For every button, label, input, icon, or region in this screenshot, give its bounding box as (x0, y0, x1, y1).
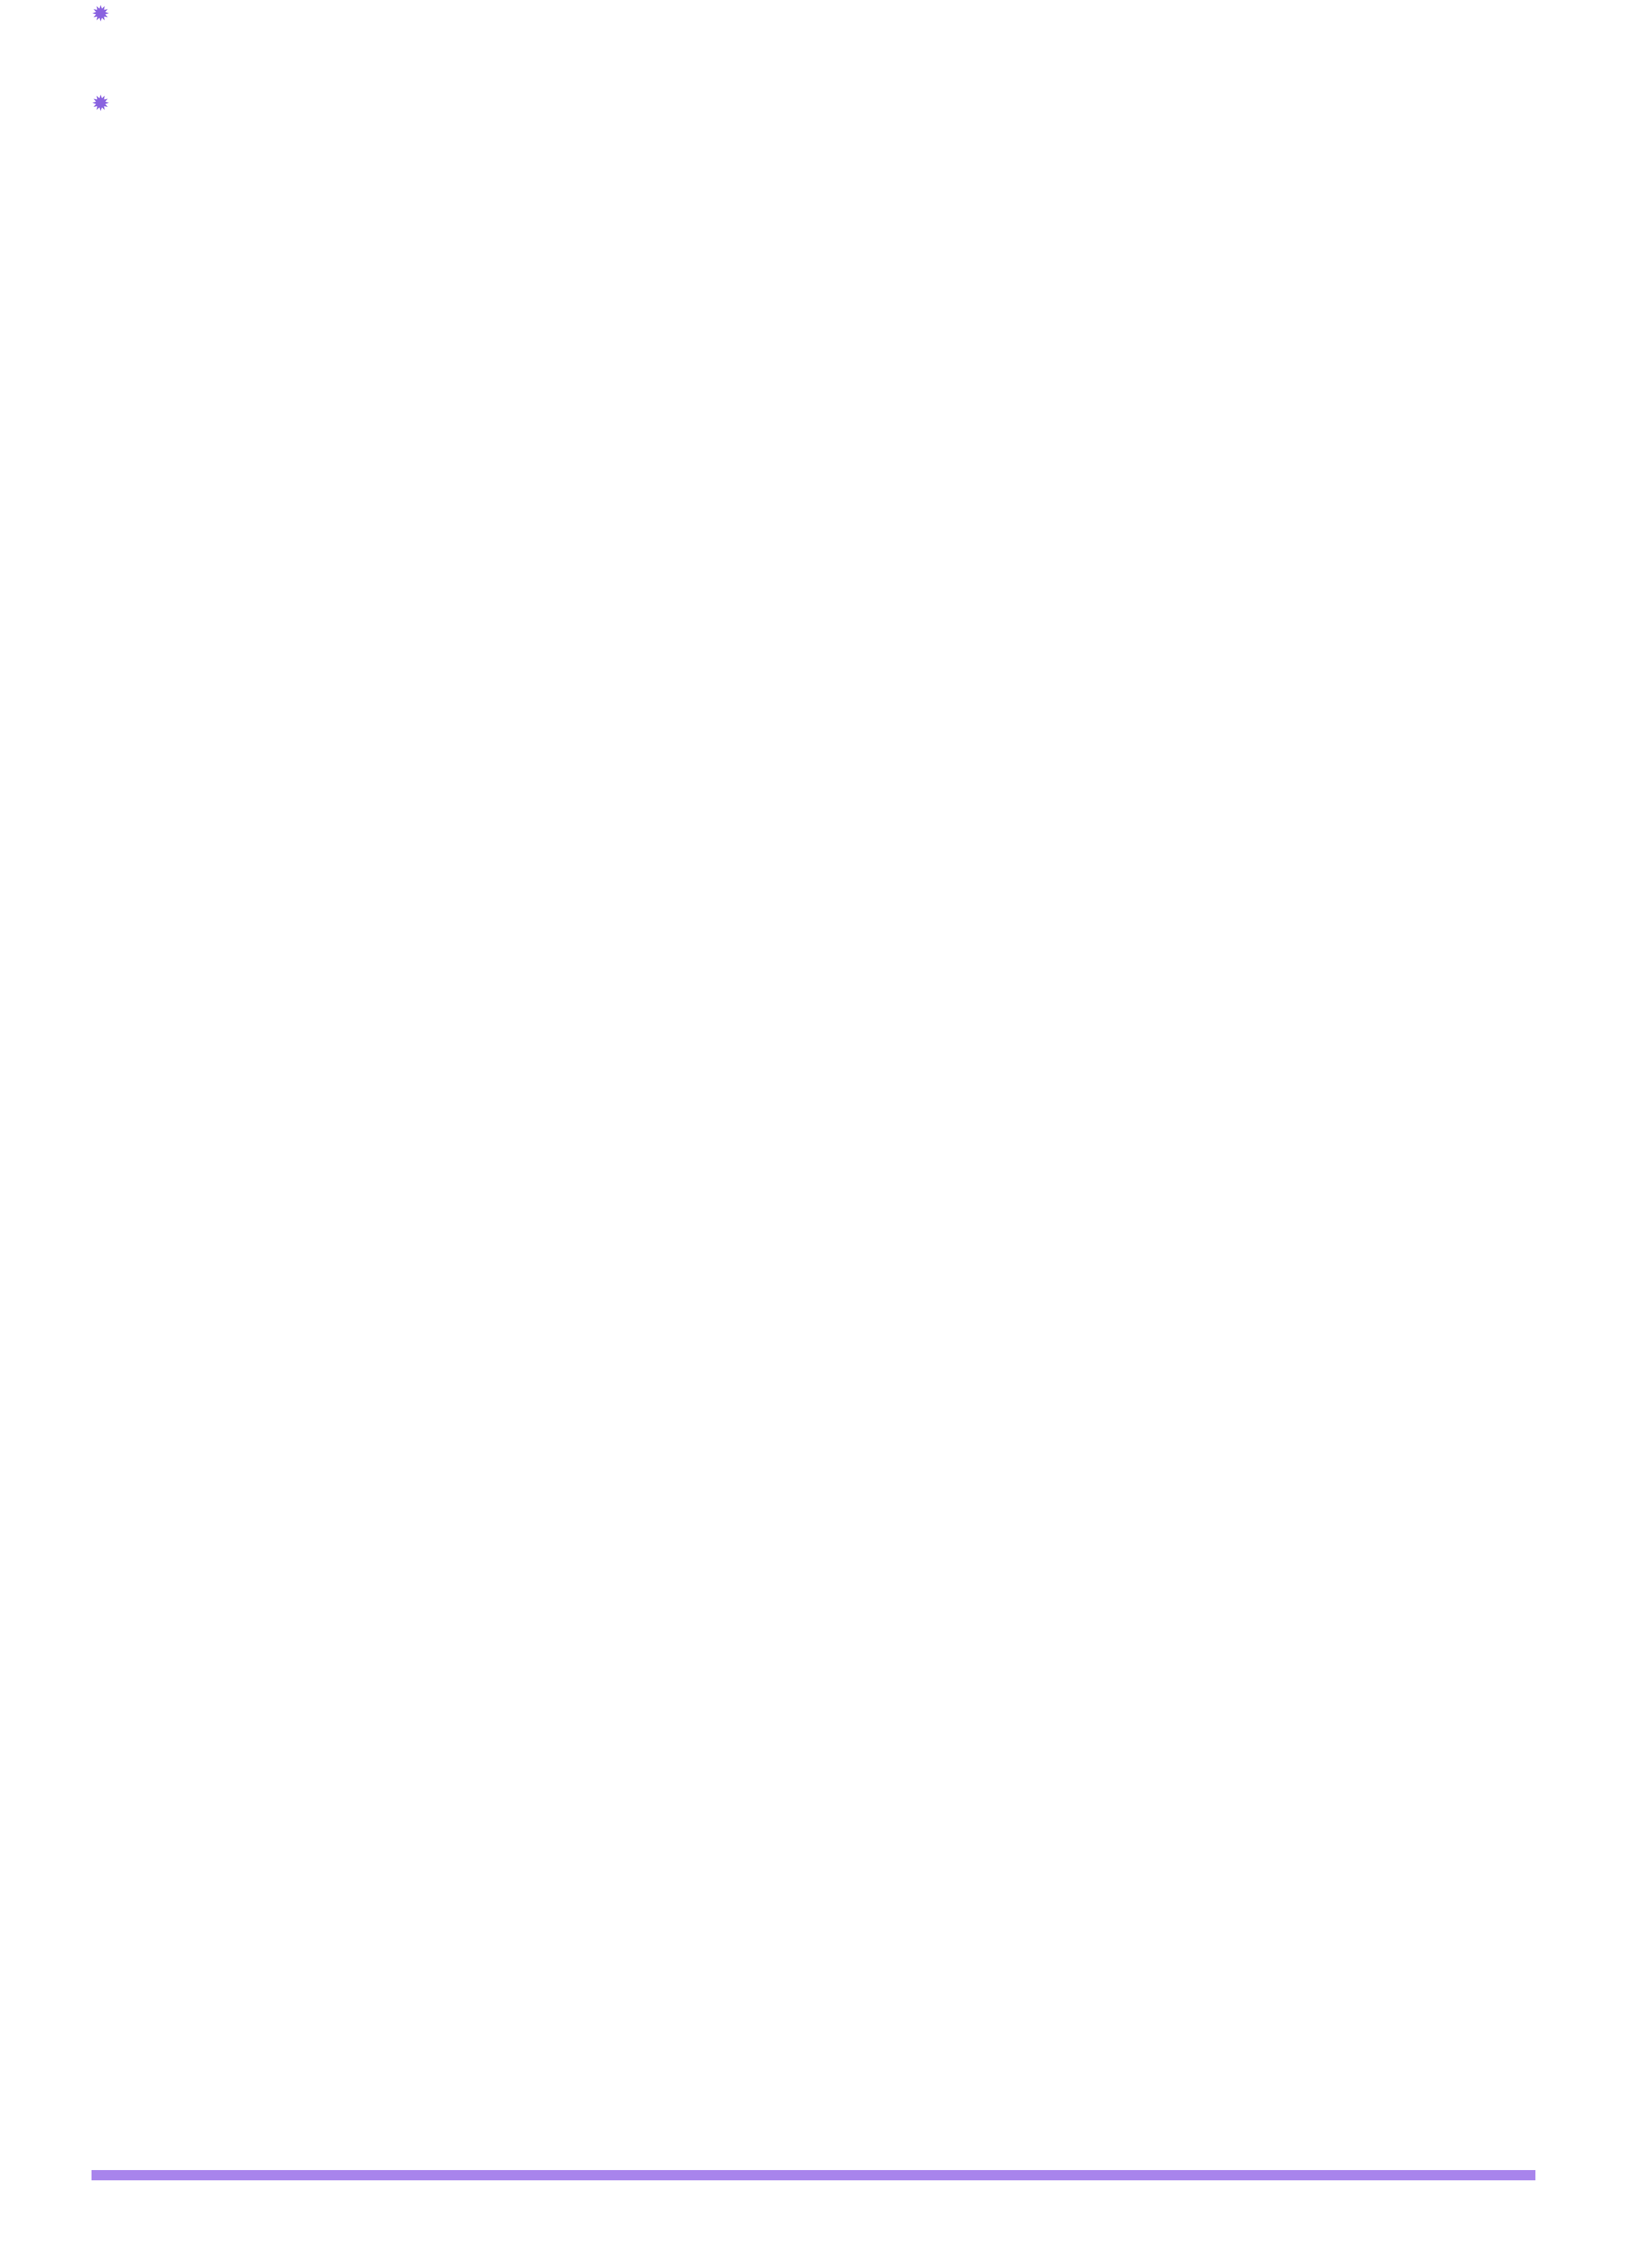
footer-rule (92, 2170, 1535, 2180)
section-title-lignee (92, 90, 118, 117)
asterisk-icon: ✹ (92, 2, 110, 26)
section-title-third-dam (92, 0, 118, 27)
asterisk-icon: ✹ (92, 92, 110, 116)
